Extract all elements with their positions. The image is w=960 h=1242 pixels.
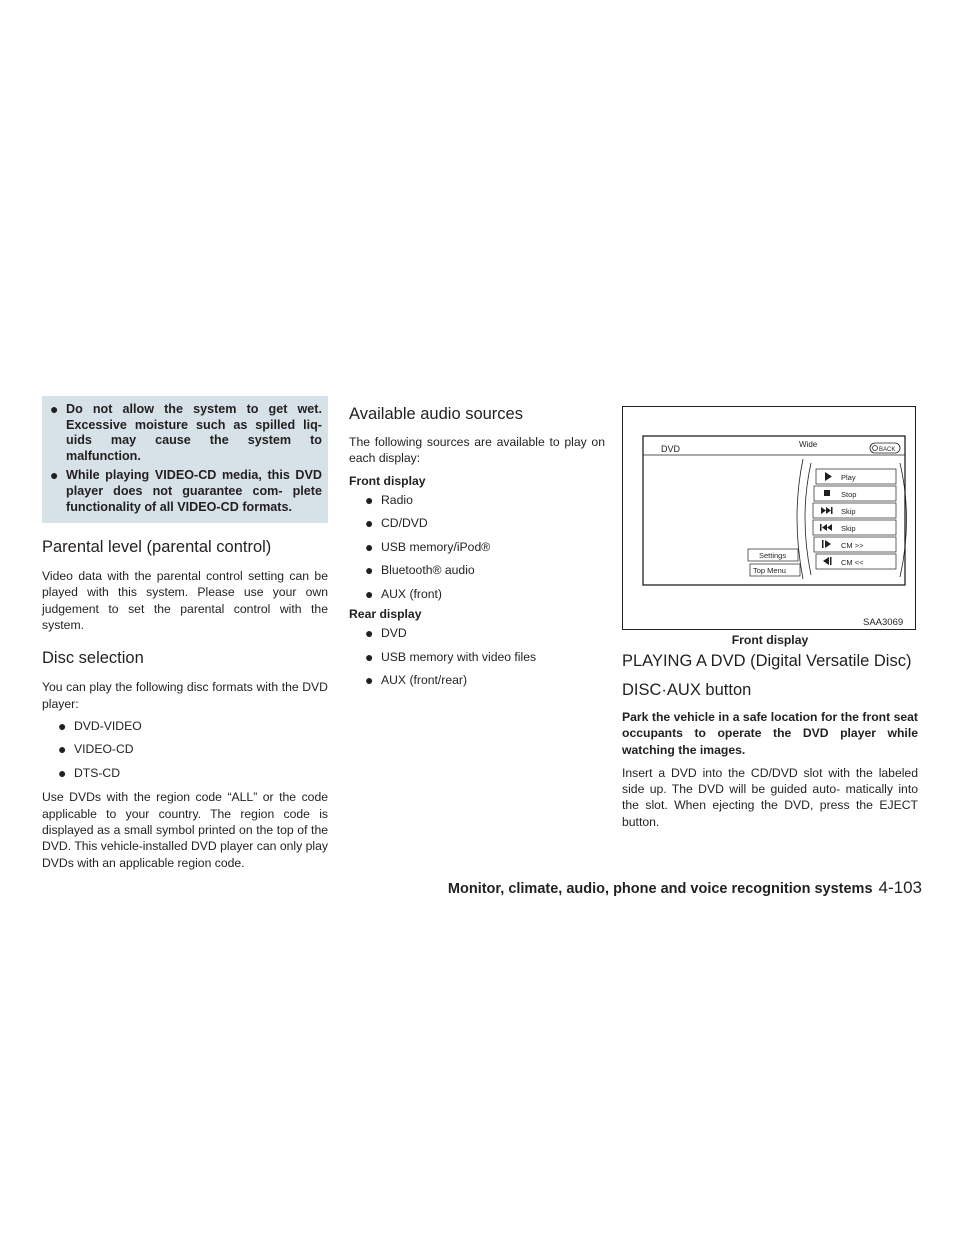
right-column [622, 406, 918, 830]
menu-label-cm-forward: CM >> [841, 541, 864, 550]
bullet-icon: ● [365, 648, 374, 665]
bullet-icon: ● [365, 562, 374, 579]
list-item [42, 738, 328, 762]
figure-caption: Front display [731, 633, 809, 647]
bullet-icon: ● [58, 717, 67, 734]
park-warning-text: Park the vehicle in a safe location for the front seat occupants to operate the DVD player while watching the images. [622, 710, 918, 757]
region-text: Use DVDs with the region code “ALL” or the code applicable to your country. The region code is displayed as a small symbol printed on the top of the DVD. This vehicle-installed DVD player can only play DVDs with an applicable region code. [42, 790, 328, 870]
parental-text: Video data with the parental control setting can be played with this system. Please use your own judgement to set the parental control with the system. [42, 569, 328, 633]
footer-section-title: Monitor, climate, audio, phone and voice recognition systems [447, 881, 873, 897]
list-item [349, 669, 605, 693]
list-item-text: AUX (front/rear) [381, 673, 468, 688]
rear-display-label: Rear display [349, 607, 422, 622]
screen-title: DVD [661, 444, 681, 454]
menu-label-skip-back: Skip [841, 524, 856, 533]
warning-text: Do not allow the system to get wet. Excessive moisture such as spilled liq- uids may cause the system to malfunction. [66, 402, 322, 463]
menu-label-skip-forward: Skip [841, 507, 856, 516]
bullet-icon: ● [365, 672, 374, 689]
menu-label-stop: Stop [841, 490, 857, 499]
stop-icon [824, 490, 830, 496]
front-display-label: Front display [349, 473, 426, 488]
list-item [349, 622, 605, 646]
skip-back-bar [820, 524, 822, 531]
bullet-icon: ● [365, 585, 374, 602]
top-menu-label: Top Menu [753, 566, 786, 575]
warning-item [50, 468, 322, 515]
settings-label: Settings [759, 551, 787, 560]
middle-column [349, 404, 605, 693]
rear-source-list [349, 622, 605, 693]
bullet-icon: ● [365, 625, 374, 642]
bullet-icon: ● [58, 764, 67, 781]
list-item [42, 762, 328, 786]
warning-text: While playing VIDEO-CD media, this DVD player does not guarantee com- plete functionality of all VIDEO-CD formats. [66, 468, 322, 514]
playing-dvd-heading: PLAYING A DVD (Digital Versatile Disc) [622, 652, 912, 670]
list-item-text: VIDEO-CD [74, 742, 134, 757]
front-display-figure [622, 406, 916, 630]
list-item-text: DVD-VIDEO [74, 718, 142, 733]
list-item [349, 559, 605, 583]
bullet-icon: ● [365, 538, 374, 555]
mode-label: Wide [799, 440, 818, 449]
skip-forward-bar [831, 507, 833, 514]
disc-intro: You can play the following disc formats with the DVD player: [42, 680, 328, 711]
front-source-list [349, 489, 605, 607]
list-item [349, 512, 605, 536]
audio-sources-heading: Available audio sources [349, 405, 523, 423]
list-item-text: DVD [381, 626, 407, 641]
list-item-text: Radio [381, 492, 413, 507]
bullet-icon: ● [50, 401, 59, 417]
list-item-text: AUX (front) [381, 586, 442, 601]
list-item-text: USB memory/iPod® [381, 539, 491, 554]
disc-aux-heading: DISC·AUX button [622, 681, 752, 699]
bullet-icon: ● [50, 467, 59, 484]
audio-sources-intro: The following sources are available to play on each display: [349, 435, 605, 466]
cm-back-bar [830, 557, 832, 565]
page-footer [448, 878, 922, 898]
left-column [42, 396, 328, 871]
page-number: 4-103 [878, 878, 922, 897]
list-item [349, 646, 605, 670]
dvd-screen-illustration [623, 407, 915, 629]
menu-label-play: Play [841, 473, 856, 482]
list-item [349, 583, 605, 607]
disc-heading: Disc selection [42, 649, 144, 668]
disc-format-list [42, 715, 328, 786]
back-label: BACK [879, 447, 896, 453]
list-item [349, 536, 605, 560]
list-item-text: DTS-CD [74, 765, 121, 780]
list-item [42, 715, 328, 739]
figure-code: SAA3069 [863, 617, 904, 628]
warning-item [50, 402, 322, 464]
list-item-text: USB memory with video files [381, 649, 537, 664]
list-item-text: Bluetooth® audio [381, 563, 475, 578]
warning-box [42, 396, 328, 523]
bullet-icon: ● [58, 741, 67, 758]
parental-heading: Parental level (parental control) [42, 538, 272, 557]
bullet-icon: ● [365, 491, 374, 508]
bullet-icon: ● [365, 515, 374, 532]
insert-dvd-text: Insert a DVD into the CD/DVD slot with the labeled side up. The DVD will be guided auto- matically into the slot. When ejecting the DVD, press the EJECT button. [622, 765, 918, 829]
list-item-text: CD/DVD [381, 516, 428, 531]
cm-forward-bar [822, 540, 824, 548]
menu-label-cm-back: CM << [841, 558, 864, 567]
list-item [349, 489, 605, 513]
